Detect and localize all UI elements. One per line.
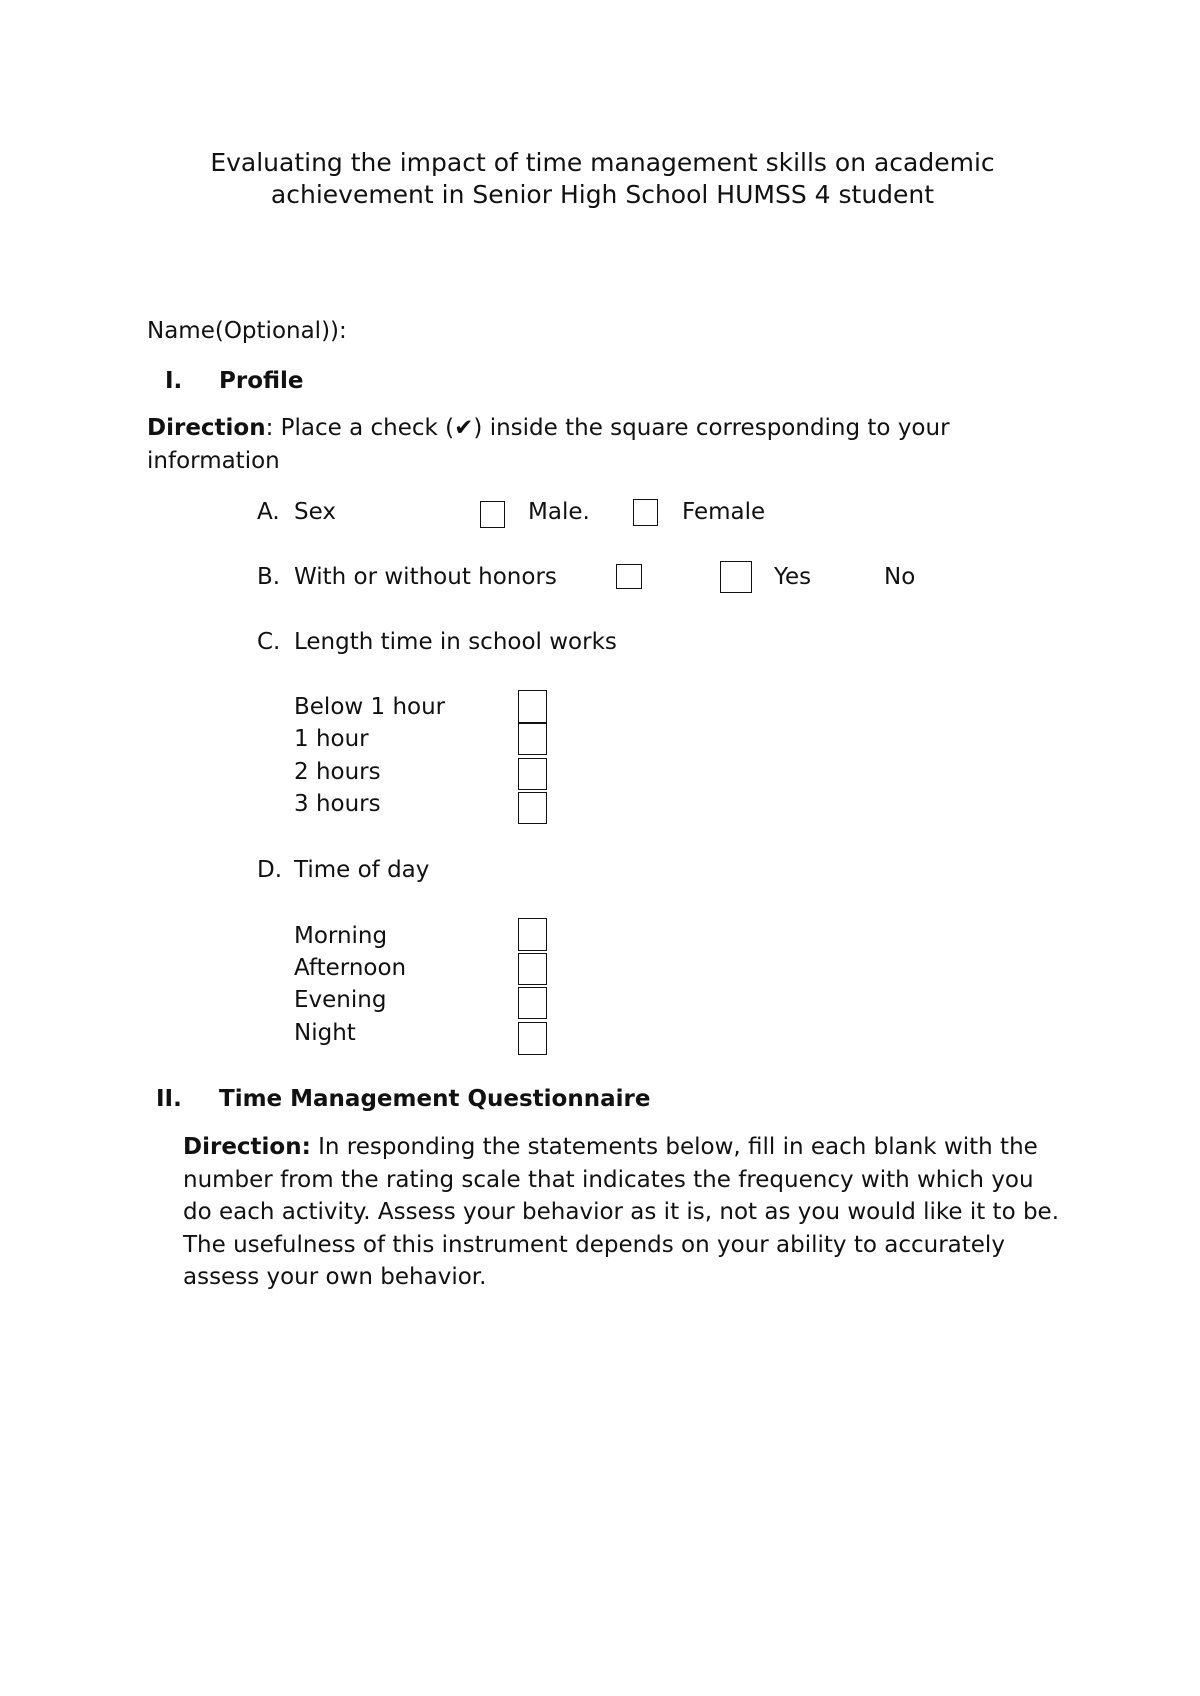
length-2-hours-checkbox[interactable]: [518, 758, 547, 790]
honors-yes-label: Yes: [774, 564, 812, 590]
section-2-direction: [183, 1131, 1063, 1294]
time-morning-checkbox[interactable]: [518, 918, 547, 951]
time-night-checkbox[interactable]: [518, 1022, 547, 1055]
section-1-direction-text: : Place a check (✔) inside the square corresponding to your information: [147, 415, 950, 474]
time-afternoon-checkbox[interactable]: [518, 953, 547, 985]
time-of-day-option-label: Afternoon: [294, 955, 407, 981]
item-a-letter: A.: [257, 499, 280, 525]
section-2-numeral: II.: [156, 1086, 182, 1112]
length-option-label: 2 hours: [294, 759, 381, 785]
item-c-label: Length time in school works: [294, 629, 617, 655]
name-label: Name(Optional)):: [147, 318, 347, 344]
sex-male-label: Male.: [528, 499, 590, 525]
item-b-label: With or without honors: [294, 564, 557, 590]
honors-no-label: No: [884, 564, 916, 590]
section-1-heading: Profile: [219, 368, 304, 394]
section-2-direction-text: In responding the statements below, fill in each blank with the number from the rating scale that indicates the frequency with which you do each activity. Assess your behavior as it is, not as you would like it to be. The usefulness of this instrument depends on your ability to accurately assess your own behavior.: [183, 1134, 1060, 1290]
section-1-direction-label: Direction: [147, 415, 266, 441]
sex-male-checkbox[interactable]: [480, 501, 505, 528]
length-3-hours-checkbox[interactable]: [518, 792, 547, 824]
item-b-letter: B.: [257, 564, 281, 590]
sex-female-checkbox[interactable]: [633, 499, 658, 526]
section-1-numeral: I.: [165, 368, 183, 394]
sex-female-label: Female: [682, 499, 766, 525]
section-2-direction-label: Direction:: [183, 1134, 311, 1160]
time-of-day-option-label: Morning: [294, 923, 388, 949]
honors-no-checkbox[interactable]: [720, 561, 752, 593]
item-a-label: Sex: [294, 499, 336, 525]
document-title-line-1: Evaluating the impact of time management skills on academic: [210, 148, 995, 177]
section-2-heading: Time Management Questionnaire: [219, 1086, 651, 1112]
section-1-direction: [147, 412, 1027, 477]
length-option-label: 3 hours: [294, 791, 381, 817]
time-of-day-option-label: Night: [294, 1020, 356, 1046]
length-option-label: Below 1 hour: [294, 694, 446, 720]
length-1-hour-checkbox[interactable]: [518, 723, 547, 755]
item-d-label: Time of day: [294, 857, 430, 883]
honors-yes-checkbox[interactable]: [616, 564, 642, 589]
item-d-letter: D.: [257, 857, 283, 883]
length-below-1-hour-checkbox[interactable]: [518, 690, 547, 723]
document-title-line-2: achievement in Senior High School HUMSS 4 student: [270, 180, 935, 209]
item-c-letter: C.: [257, 629, 281, 655]
time-evening-checkbox[interactable]: [518, 987, 547, 1019]
time-of-day-option-label: Evening: [294, 987, 387, 1013]
length-option-label: 1 hour: [294, 726, 369, 752]
